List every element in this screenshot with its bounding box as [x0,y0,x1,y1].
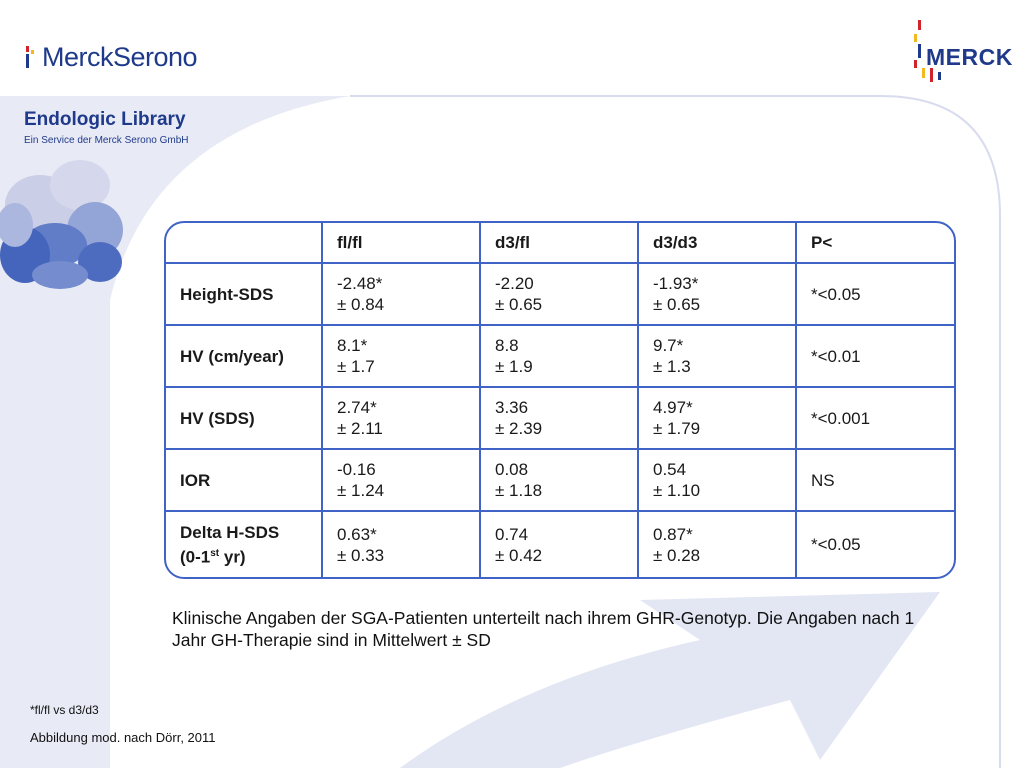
row-label: IOR [166,449,322,511]
merck-serono-mark-icon [24,44,38,70]
p-value-cell: *<0.05 [796,511,954,577]
value-cell: 8.8 ± 1.9 [480,325,638,387]
p-value-cell: *<0.01 [796,325,954,387]
value-cell: 0.63* ± 0.33 [322,511,480,577]
p-value-cell: NS [796,449,954,511]
library-title: Endologic Library [24,109,186,130]
value-cell: -2.48* ± 0.84 [322,263,480,325]
merck-serono-wordmark: MerckSerono [42,41,198,72]
p-value-cell: *<0.001 [796,387,954,449]
value-cell: 2.74* ± 2.11 [322,387,480,449]
value-cell: -0.16 ± 1.24 [322,449,480,511]
column-header: d3/fl [480,223,638,263]
merck-logo [912,20,1013,82]
value-cell: 0.54 ± 1.10 [638,449,796,511]
table-header-row [166,223,954,263]
results-table [164,221,956,579]
row-label: Delta H-SDS (0-1st yr) [166,511,322,577]
value-cell: -1.93* ± 0.65 [638,263,796,325]
table-row [166,511,954,577]
source-citation: Abbildung mod. nach Dörr, 2011 [30,730,216,745]
value-cell: 0.08 ± 1.18 [480,449,638,511]
table-row [166,387,954,449]
value-cell: 0.87* ± 0.28 [638,511,796,577]
figure-caption: Klinische Angaben der SGA-Patienten unterteilt nach ihrem GHR-Genotyp. Die Angaben nach 1 Jahr GH-Therapie sind in Mittelwert ± SD [172,608,915,650]
row-label: HV (cm/year) [166,325,322,387]
row-label: Height-SDS [166,263,322,325]
table-row [166,263,954,325]
table-row [166,325,954,387]
column-header: P< [796,223,954,263]
library-subtitle: Ein Service der Merck Serono GmbH [24,135,189,146]
value-cell: 9.7* ± 1.3 [638,325,796,387]
value-cell: 0.74 ± 0.42 [480,511,638,577]
table-row [166,449,954,511]
value-cell: 8.1* ± 1.7 [322,325,480,387]
p-value-cell: *<0.05 [796,263,954,325]
value-cell: 4.97* ± 1.79 [638,387,796,449]
footnote: *fl/fl vs d3/d3 [30,703,99,717]
row-label: HV (SDS) [166,387,322,449]
column-header: fl/fl [322,223,480,263]
merck-serono-logo [24,40,197,74]
corner-cell [166,223,322,263]
value-cell: 3.36 ± 2.39 [480,387,638,449]
merck-wordmark: MERCK [926,44,1013,70]
column-header: d3/d3 [638,223,796,263]
value-cell: -2.20 ± 0.65 [480,263,638,325]
